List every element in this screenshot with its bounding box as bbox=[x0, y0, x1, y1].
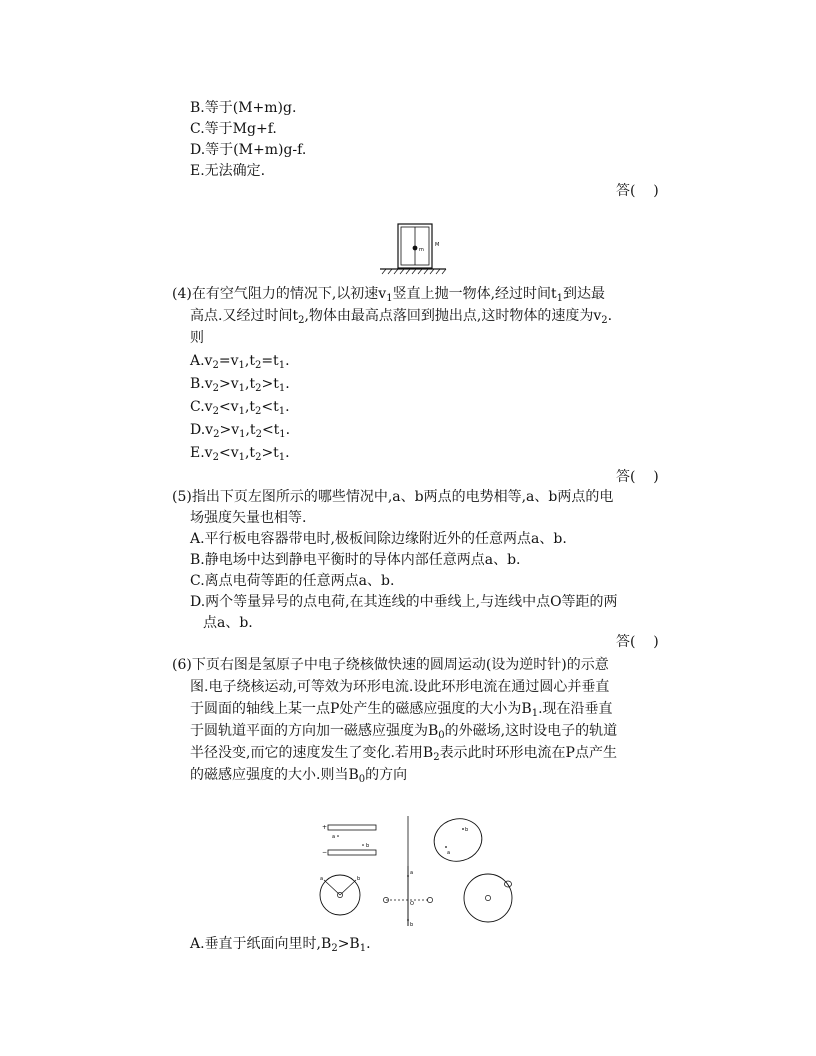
q5-option-b: B.静电场中达到静电平衡时的导体内部任意两点a、b. bbox=[190, 552, 521, 568]
svg-text:O: O bbox=[410, 901, 414, 907]
q6-stem-line5: 半径没变,而它的速度发生了变化.若用$B_2$表示此时环形电流在P点产生 bbox=[190, 745, 617, 763]
svg-text:b: b bbox=[465, 827, 469, 833]
box-on-floor-figure bbox=[378, 222, 448, 278]
hydrogen-orbit-figure bbox=[464, 874, 512, 922]
conductor-figure bbox=[429, 816, 486, 866]
q6-stem-line4: 于圆轨道平面的方向加一磁感应强度为$B_0$的外磁场,这时设电子的轨道 bbox=[190, 723, 618, 741]
q3-option-b: B.等于(M+m)g. bbox=[190, 100, 297, 116]
q3-option-d: D.等于(M+m)g-f. bbox=[190, 142, 307, 158]
q4-option-e: $E.v_2<v_1,t_2>t_1$. bbox=[190, 445, 290, 463]
q4-stem-line1: (4)在有空气阻力的情况下,以初速$v_1$竖直上抛一物体,经过时间$t_1$到达最 bbox=[172, 286, 606, 304]
svg-text:a: a bbox=[320, 876, 324, 882]
q6-option-a: A.垂直于纸面向里时$,B_2>B_1$. bbox=[190, 936, 371, 954]
svg-text:b: b bbox=[410, 922, 414, 928]
svg-text:b: b bbox=[366, 843, 370, 849]
label-m: m bbox=[419, 247, 424, 253]
answer-bracket-q4: 答( ) bbox=[616, 469, 659, 485]
q4-option-d: $D.v_2>v_1,t_2<t_1$. bbox=[190, 422, 291, 440]
q5-option-d-line2: 点a、b. bbox=[203, 615, 253, 631]
q6-stem-line1: (6)下页右图是氢原子中电子绕核做快速的圆周运动(设为逆时针)的示意 bbox=[172, 657, 609, 673]
q5-option-a: A.平行板电容器带电时,极板间除边缘附近外的任意两点a、b. bbox=[190, 531, 567, 547]
q4-stem-line2: 高点.又经过时间$t_2$,物体由最高点落回到抛出点,这时物体的速度为$v_2$. bbox=[190, 308, 613, 326]
q3-option-e: E.无法确定. bbox=[190, 163, 266, 179]
q5-stem-line1: (5)指出下页左图所示的哪些情况中,a、b两点的电势相等,a、b两点的电 bbox=[172, 489, 614, 505]
q5-option-c: C.离点电荷等距的任意两点a、b. bbox=[190, 573, 395, 589]
svg-text:b: b bbox=[357, 876, 361, 882]
q4-option-b: $B.v_2>v_1,t_2>t_1$. bbox=[190, 376, 290, 394]
answer-bracket-q3: 答( ) bbox=[616, 183, 659, 199]
dipole-bisector-figure bbox=[383, 816, 432, 928]
point-charge-figure bbox=[320, 875, 360, 915]
q6-stem-line3: 于圆面的轴线上某一点P处产生的磁感应强度的大小为$B_1$.现在沿垂直 bbox=[190, 701, 613, 719]
svg-text:a: a bbox=[332, 834, 336, 840]
svg-text:a: a bbox=[447, 850, 451, 856]
q4-stem-line3: 则 bbox=[190, 330, 204, 346]
answer-bracket-q5: 答( ) bbox=[616, 634, 659, 650]
svg-text:−: − bbox=[322, 849, 328, 856]
q5-stem-line2: 场强度矢量也相等. bbox=[190, 510, 307, 526]
parallel-plate-capacitor-figure bbox=[322, 824, 376, 856]
q6-stem-line2: 图.电子绕核运动,可等效为环形电流.设此环形电流在通过圆心并垂直 bbox=[190, 679, 610, 695]
electric-field-figures bbox=[318, 816, 528, 936]
q4-option-a: $A.v_2=v_1,t_2=t_1$. bbox=[190, 353, 290, 371]
svg-text:+: + bbox=[322, 824, 328, 831]
q6-stem-line6: 的磁感应强度的大小.则当$B_0$的方向 bbox=[190, 767, 408, 785]
q4-option-c: $C.v_2<v_1,t_2<t_1$. bbox=[190, 399, 290, 417]
svg-text:a: a bbox=[410, 870, 414, 876]
label-M: M bbox=[435, 242, 440, 248]
q3-option-c: C.等于Mg+f. bbox=[190, 121, 277, 137]
q5-option-d-line1: D.两个等量异号的点电荷,在其连线的中垂线上,与连线中点O等距的两 bbox=[190, 594, 618, 610]
